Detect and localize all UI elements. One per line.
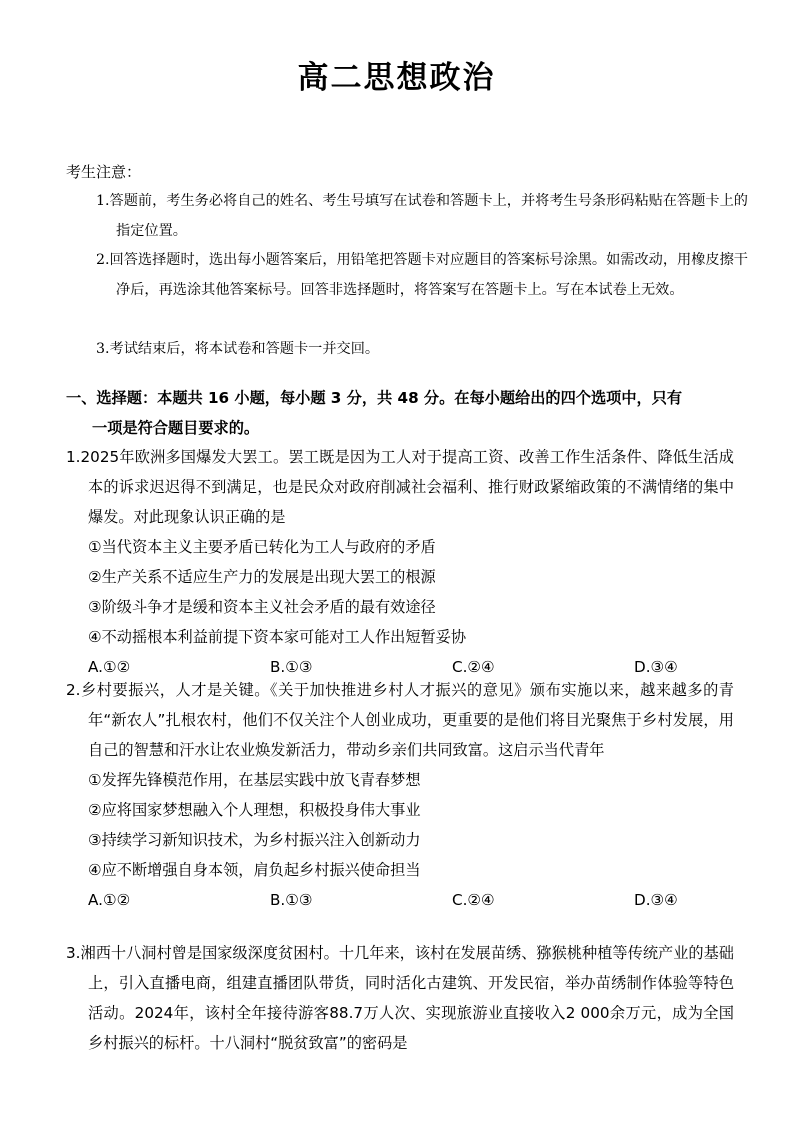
notice-item-number: 1. [96,193,110,209]
choice-b: B.①③ [270,658,313,676]
option-statement: ③持续学习新知识技术，为乡村振兴注入创新动力 [88,831,421,849]
question-1 [66,442,734,682]
option-statement: ③阶级斗争才是缓和资本主义社会矛盾的最有效途径 [88,598,436,616]
notice-item-number: 3. [96,341,110,357]
choice-a: A.①② [88,658,131,676]
choice-c: C.②④ [452,891,495,909]
option-statement: ④不动摇根本利益前提下资本家可能对工人作出短暂妥协 [88,628,467,646]
option-statement: ①当代资本主义主要矛盾已转化为工人与政府的矛盾 [88,538,436,556]
choice-d: D.③④ [634,658,678,676]
section-heading-line-2: 一项是符合题目要求的。 [92,419,260,437]
notice-item-2 [96,246,748,305]
section-heading-line-1: 一、选择题：本题共 16 小题，每小题 3 分，共 48 分。在每小题给出的四个选项中，只有 [66,389,683,407]
question-2 [66,675,734,915]
question-stem: 3.湘西十八洞村曾是国家级深度贫困村。十几年来，该村在发展苗绣、猕猴桃种植等传统产业的基础上，引入直播电商，组建直播团队带货，同时活化古建筑、开发民宿，举办苗绣制作体验等特色活动。2024年，该村全年接待游客88.7万人次、实现旅游业直接收入2 000余万元，成为全国乡村振兴的标杆。十八洞村“脱贫致富”的密码是 [66,944,734,1052]
notice-item-1 [96,187,748,246]
question-stem: 2.乡村要振兴，人才是关键。《关于加快推进乡村人才振兴的意见》颁布实施以来，越来越多的青年“新农人”扎根农村，他们不仅关注个人创业成功，更重要的是他们将目光聚焦于乡村发展，用自己的智慧和汗水让农业焕发新活力，带动乡亲们共同致富。这启示当代青年 [66,681,734,759]
choice-a: A.①② [88,891,131,909]
notice-item-number: 2. [96,252,110,268]
section-heading [66,383,732,443]
page-title: 高二思想政治 [297,60,496,96]
option-statement: ②生产关系不适应生产力的发展是出现大罢工的根源 [88,568,436,586]
notice-heading: 考生注意： [66,163,142,181]
option-statement: ④应不断增强自身本领，肩负起乡村振兴使命担当 [88,861,421,879]
notice-item-text: 考试结束后，将本试卷和答题卡一并交回。 [109,341,380,357]
option-statement: ①发挥先锋模范作用，在基层实践中放飞青春梦想 [88,771,421,789]
choice-b: B.①③ [270,891,313,909]
option-statement: ②应将国家梦想融入个人理想，积极投身伟大事业 [88,801,421,819]
notice-item-text: 答题前，考生务必将自己的姓名、考生号填写在试卷和答题卡上，并将考生号条形码粘贴在答题卡上的指定位置。 [109,193,748,239]
question-stem: 1.2025年欧洲多国爆发大罢工。罢工既是因为工人对于提高工资、改善工作生活条件、降低生活成本的诉求迟迟得不到满足，也是民众对政府削减社会福利、推行财政紧缩政策的不满情绪的集中爆发。对此现象认识正确的是 [66,448,734,526]
notice-item-text: 回答选择题时，选出每小题答案后，用铅笔把答题卡对应题目的答案标号涂黑。如需改动，用橡皮擦干净后，再选涂其他答案标号。回答非选择题时，将答案写在答题卡上。写在本试卷上无效。 [109,252,748,298]
choice-d: D.③④ [634,891,678,909]
answer-choices [66,885,734,915]
question-3 [66,938,734,1058]
notice-item-3 [96,335,748,365]
choice-c: C.②④ [452,658,495,676]
